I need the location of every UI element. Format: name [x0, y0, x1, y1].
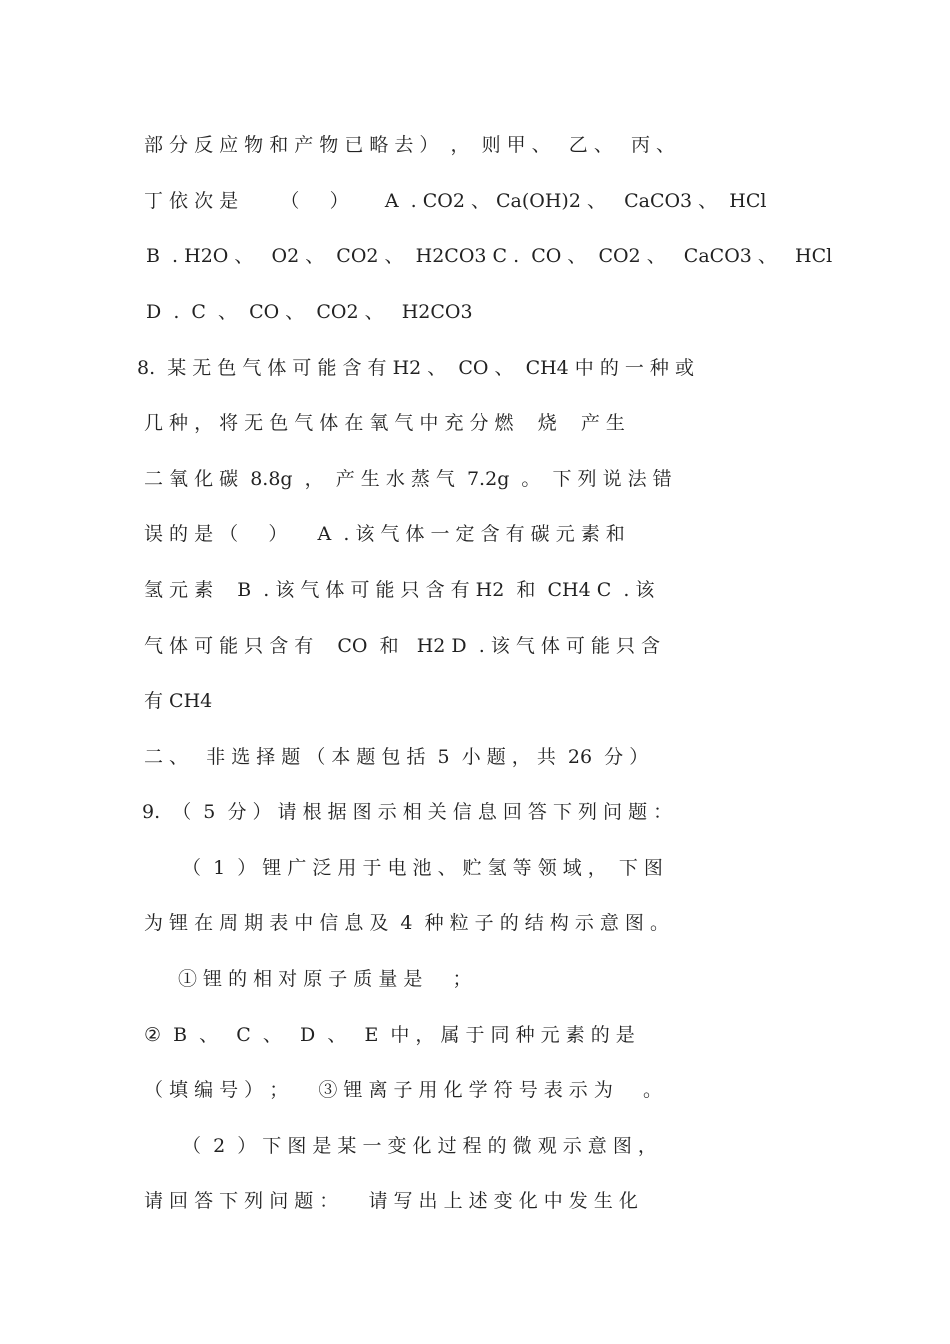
- text-line-3: B . H2O 、 O2 、 CO2 、 H2CO3 C . CO 、 CO2 、 CaCO3 、 HCl: [146, 245, 833, 267]
- text-line-16: ① 锂 的 相 对 原 子 质 量 是 ；: [178, 968, 472, 990]
- text-line-2: 丁 依 次 是 （ ） A . CO2 、 Ca(OH)2 、 CaCO3 、 HCl: [144, 190, 767, 212]
- text-line-9: 氢 元 素 B . 该 气 体 可 能 只 含 有 H2 和 CH4 C . 该: [144, 579, 655, 601]
- text-line-14: （ 1 ） 锂 广 泛 用 于 电 池 、 贮 氢 等 领 域 ， 下 图: [182, 857, 663, 879]
- text-line-19: （ 2 ） 下 图 是 某 一 变 化 过 程 的 微 观 示 意 图 ，: [182, 1135, 657, 1157]
- text-line-5: 8. 某 无 色 气 体 可 能 含 有 H2 、 CO 、 CH4 中 的 一 种 或: [137, 357, 694, 379]
- text-line-8: 误 的 是 （ ） A . 该 气 体 一 定 含 有 碳 元 素 和: [144, 523, 625, 545]
- text-line-11: 有 CH4: [144, 690, 213, 712]
- text-line-18: （ 填 编 号 ） ； ③ 锂 离 子 用 化 学 符 号 表 示 为 。: [144, 1079, 663, 1101]
- text-line-10: 气 体 可 能 只 含 有 CO 和 H2 D . 该 气 体 可 能 只 含: [144, 635, 661, 657]
- text-line-17: ② B 、 C 、 D 、 E 中 ， 属 于 同 种 元 素 的 是: [144, 1024, 635, 1046]
- section-heading: 二 、 非 选 择 题 （ 本 题 包 括 5 小 题 ， 共 26 分 ）: [144, 746, 649, 768]
- text-line-15: 为 锂 在 周 期 表 中 信 息 及 4 种 粒 子 的 结 构 示 意 图 。: [144, 912, 669, 934]
- text-line-1: 部 分 反 应 物 和 产 物 已 略 去 ） ， 则 甲 、 乙 、 丙 、: [144, 134, 675, 156]
- text-line-7: 二 氧 化 碳 8.8g ， 产 生 水 蒸 气 7.2g 。 下 列 说 法 错: [144, 468, 672, 490]
- text-line-13: 9. （ 5 分 ） 请 根 据 图 示 相 关 信 息 回 答 下 列 问 题 ：: [142, 801, 673, 823]
- text-line-6: 几 种 ， 将 无 色 气 体 在 氧 气 中 充 分 燃 烧 产 生: [144, 412, 625, 434]
- text-line-20: 请 回 答 下 列 问 题 ： 请 写 出 上 述 变 化 中 发 生 化: [144, 1190, 638, 1212]
- text-line-4: D . C 、 CO 、 CO2 、 H2CO3: [146, 301, 473, 323]
